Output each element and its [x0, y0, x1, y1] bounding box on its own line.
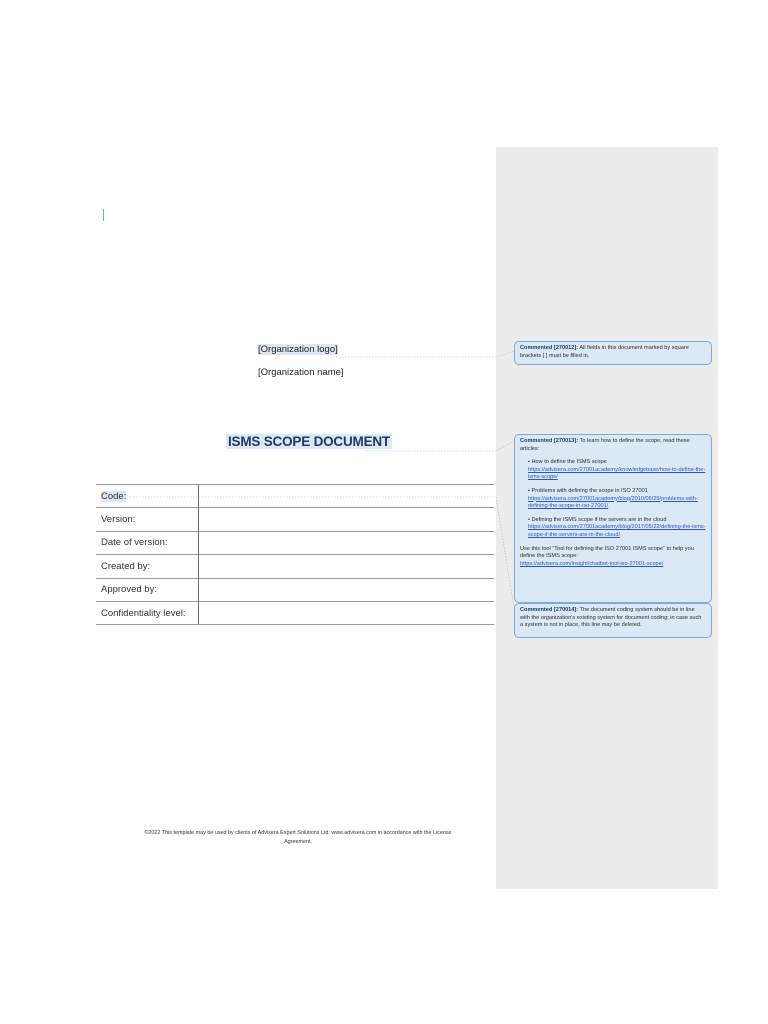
table-row-value[interactable]	[199, 508, 495, 531]
tool-link[interactable]: https://advisera.com/insight/chatbot-tool-iso-27001-scope/	[520, 560, 664, 567]
table-row-label: Created by:	[96, 555, 199, 578]
table-row	[96, 531, 494, 554]
organization-name-field[interactable]: [Organization name]	[258, 367, 344, 378]
comment-bubble[interactable]	[514, 434, 712, 603]
table-row-value[interactable]	[199, 578, 495, 601]
document-title: ISMS SCOPE DOCUMENT	[228, 434, 390, 449]
table-row-value[interactable]	[199, 531, 495, 554]
license-footer	[112, 829, 484, 847]
bullet-label: • Problems with defining the scope in ISO 27001	[528, 487, 648, 494]
article-link[interactable]: https://advisera.com/27001academy/blog/2017/05/22/defining-the-isms-scope-if-the-servers-are-in-the-cloud/	[528, 524, 706, 538]
text-cursor	[103, 209, 104, 221]
footer-line: Agreement.	[284, 839, 312, 845]
comment-author: Commented [270012]:	[520, 345, 579, 351]
table-row-value[interactable]	[199, 555, 495, 578]
table-row	[96, 485, 494, 508]
organization-logo-text: [Organization logo]	[258, 344, 338, 355]
table-row-label: Date of version:	[96, 531, 199, 554]
comment-bubble[interactable]	[514, 341, 712, 365]
comment-bullet	[520, 488, 706, 511]
comment-text: The document coding system should be in line with the organization's existing system for document coding; in case such a system is not in place, this line may be deleted.	[520, 607, 702, 629]
table-row	[96, 601, 494, 624]
bullet-label: • Defining the ISMS scope if the servers are in the cloud	[528, 516, 667, 523]
table-row-value[interactable]	[199, 601, 495, 624]
comment-text: All fields in this document marked by square brackets [ ] must be filled in.	[520, 345, 689, 359]
organization-logo-field[interactable]	[258, 344, 338, 355]
comment-author: Commented [270013]:	[520, 438, 579, 444]
comment-bubble[interactable]	[514, 603, 712, 638]
bullet-label: • How to define the ISMS scope	[528, 459, 607, 466]
comment-text: To learn how to define the scope, read these articles:	[520, 438, 690, 452]
tool-text: Use this tool “Tool for defining the ISO 27001 ISMS scope” to help you define the ISMS scope:	[520, 545, 694, 560]
table-row-label: Version:	[96, 508, 199, 531]
table-row	[96, 508, 494, 531]
comment-bullet	[520, 517, 706, 540]
footer-line: ©2022 This template may be used by clients of Advisera Expert Solutions Ltd. www.advisera.com in accordance with the License	[144, 830, 452, 836]
table-row-value[interactable]	[199, 485, 495, 508]
table-row	[96, 578, 494, 601]
table-row	[96, 555, 494, 578]
article-link[interactable]: https://advisera.com/27001academy/blog/2010/06/29/problems-with-defining-the-scope-in-iso-27001/	[528, 495, 698, 510]
table-row-label: Approved by:	[96, 578, 199, 601]
document-info-table	[96, 484, 494, 625]
table-row-label: Confidentiality level:	[96, 601, 199, 624]
article-link[interactable]: https://advisera.com/27001academy/knowledgebase/how-to-define-the-isms-scope/	[528, 466, 706, 481]
table-row-label: Code:	[96, 485, 199, 508]
comment-bullet	[520, 459, 706, 482]
comment-author: Commented [270014]:	[520, 607, 579, 613]
